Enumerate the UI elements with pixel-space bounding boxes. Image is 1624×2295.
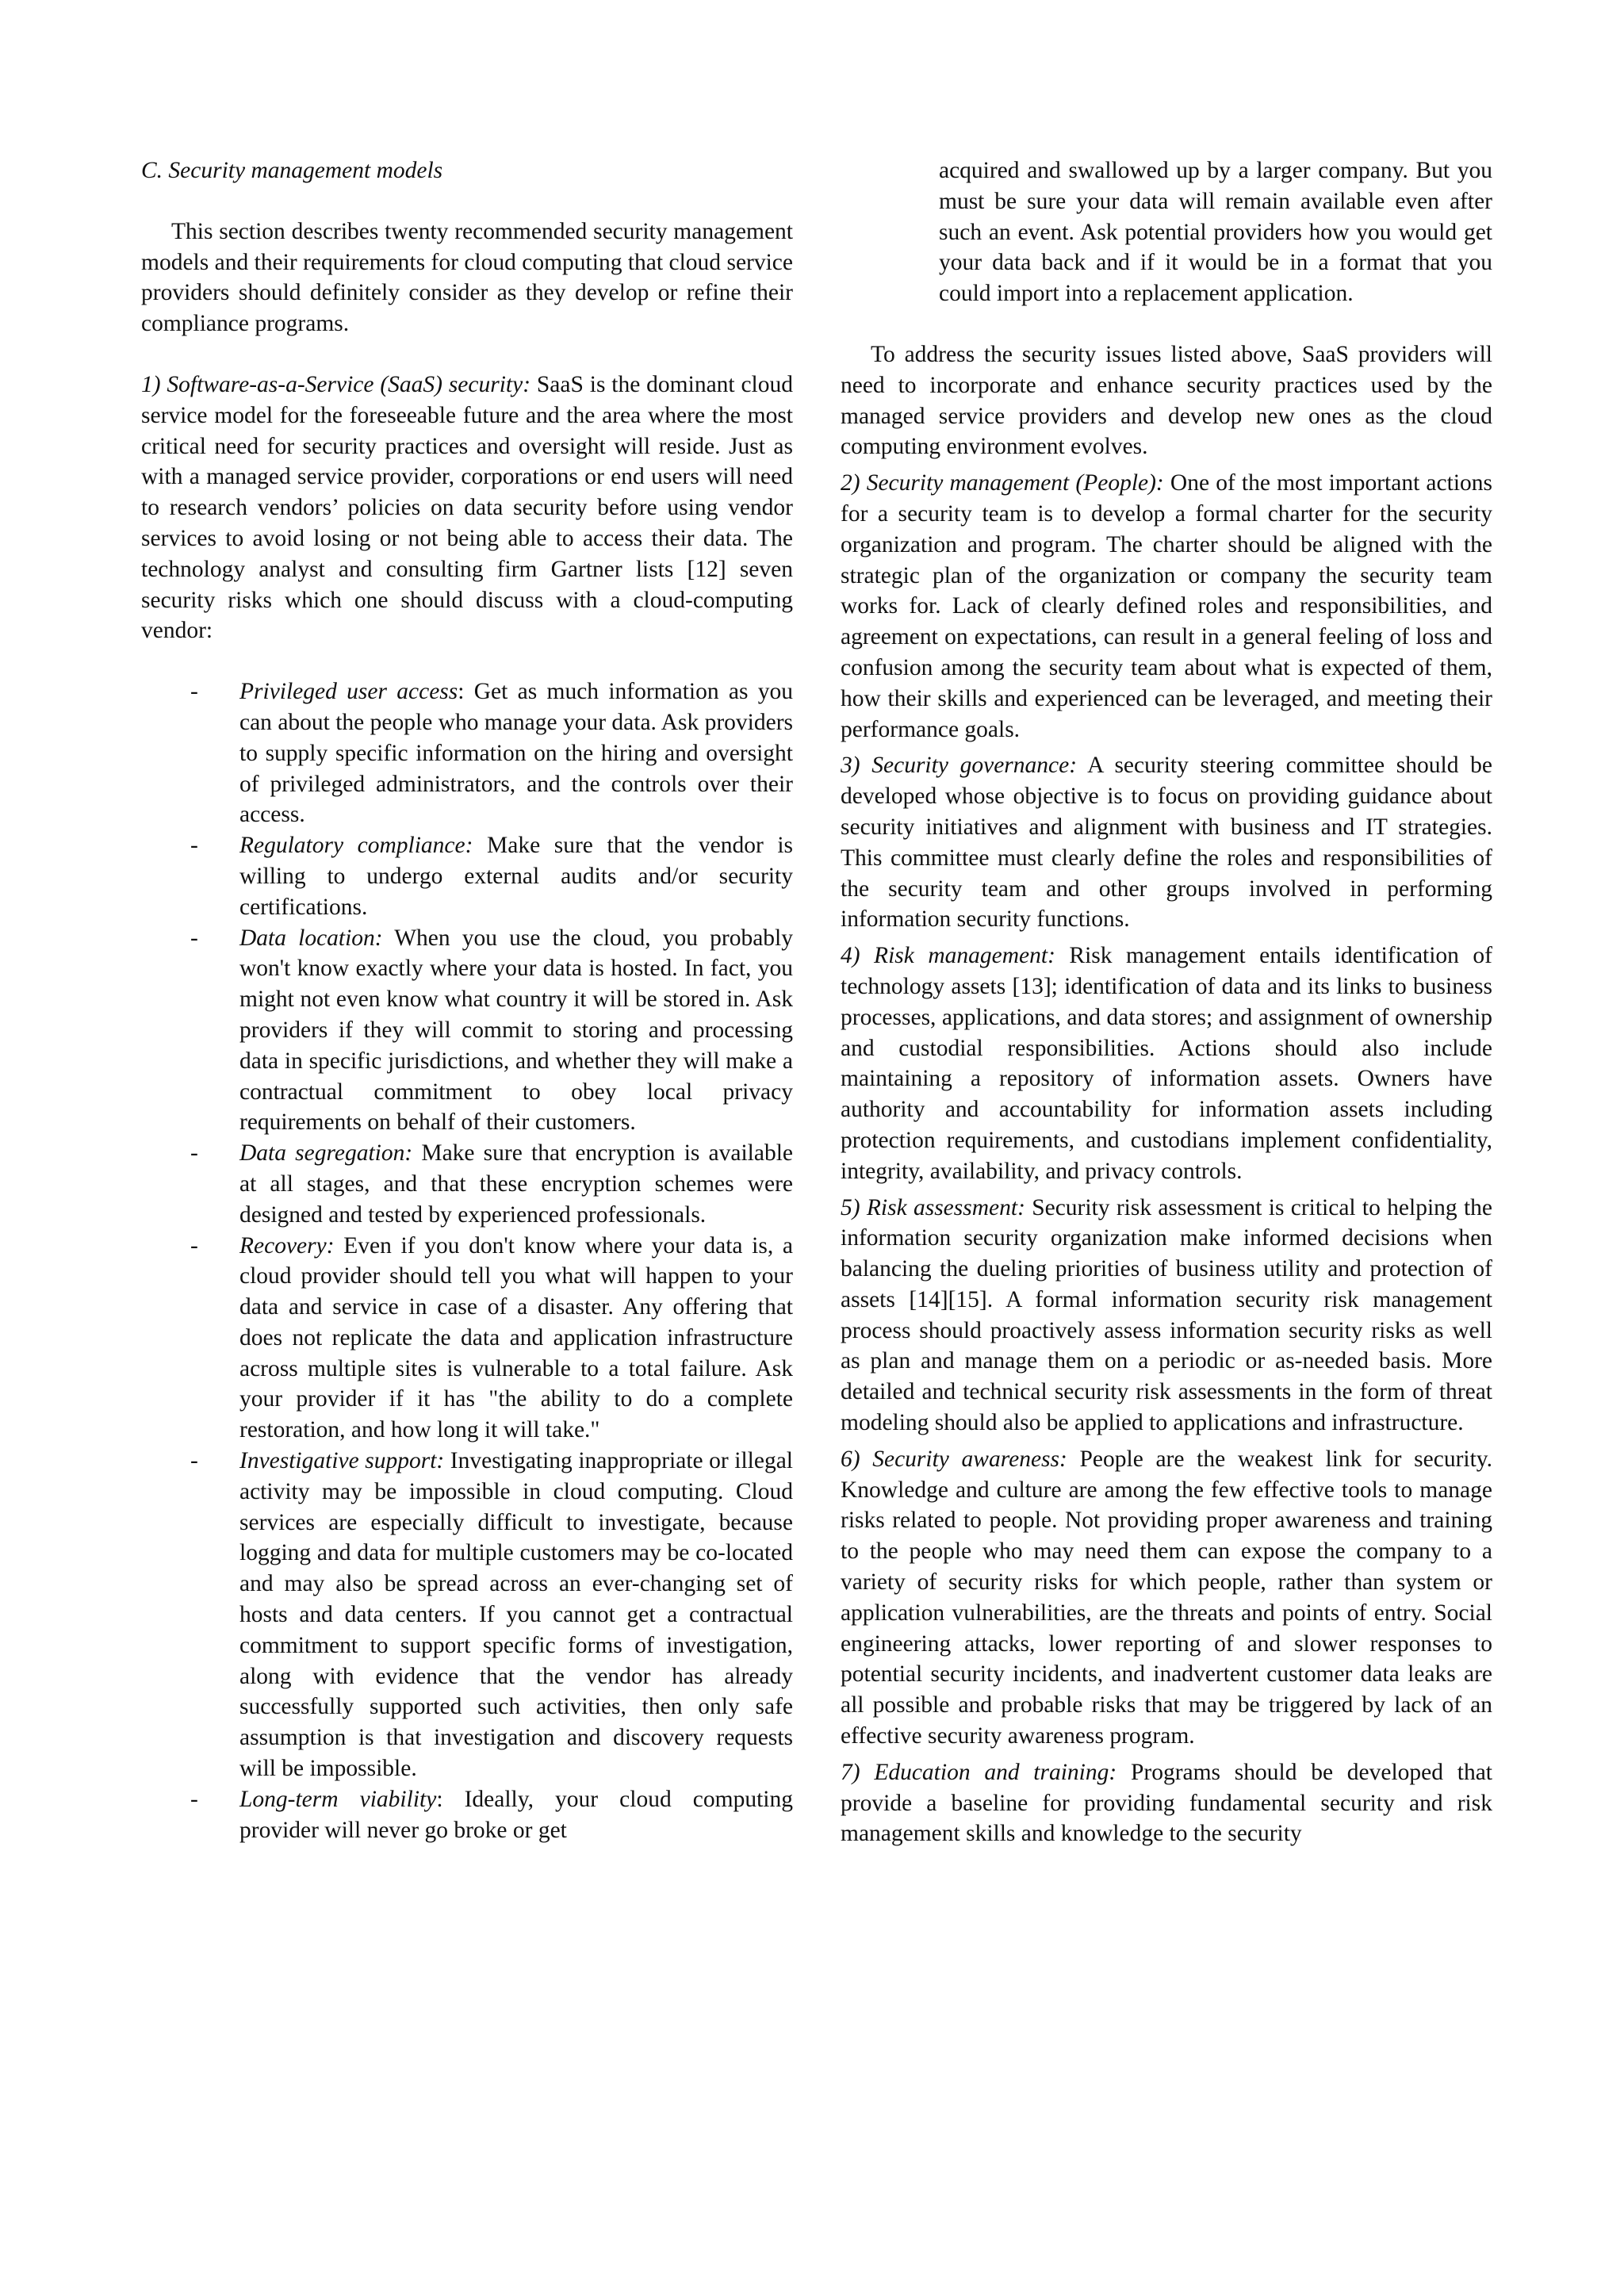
list-item-body: Investigating inappropriate or illegal activity may be impossible in cloud computing. Cloud services are especially difficult to investigate, because logging and data for multiple customers may be co-located and may also be spread across an ever-changing set of hosts and data centers. If you cannot get a contractual commitment to support specific forms of investigation, along with evidence that the vendor has already successfully supported such activities, then only safe assumption is that investigation and discovery requests will be impossible. <box>239 1448 793 1782</box>
list-item <box>141 923 793 1139</box>
list-item-body: Make sure that encryption is available at all stages, and that these encryption schemes were designed and tested by experienced professionals. <box>239 1140 794 1228</box>
address-paragraph: To address the security issues listed above, SaaS providers will need to incorporate and enhance security practices used by the managed service providers and develop new ones as the cloud computing environment evolves. <box>841 341 1492 460</box>
list-item-body: Ideally, your cloud computing provider will never go broke or get <box>239 1786 793 1843</box>
saas-paragraph <box>141 370 793 646</box>
section-title: 6) Security awareness: <box>841 1446 1067 1472</box>
list-dash: - <box>190 1232 198 1259</box>
list-item-title: Data segregation: <box>239 1140 413 1167</box>
section-title: 7) Education and training: <box>841 1759 1117 1785</box>
right-column <box>841 155 1492 1849</box>
section-security-governance <box>841 750 1492 935</box>
list-dash: - <box>190 833 198 859</box>
list-item-body: When you use the cloud, you probably won't know exactly where your data is hosted. In fact, you might not even know what country it will be stored in. Ask providers if they will commit to storing and processing data in specific jurisdictions, and whether they will make a contractual commitment to obey local privacy requirements on behalf of their customers. <box>239 925 793 1136</box>
saas-title: 1) Software-as-a-Service (SaaS) security: <box>141 371 531 397</box>
list-dash: - <box>190 925 198 951</box>
section-security-awareness <box>841 1444 1492 1752</box>
section-title: 2) Security management (People): <box>841 470 1164 496</box>
list-item-title: Investigative support: <box>239 1448 445 1474</box>
section-title: 5) Risk assessment: <box>841 1194 1025 1220</box>
section-title: 3) Security governance: <box>841 753 1078 779</box>
section-risk-assessment <box>841 1193 1492 1439</box>
saas-body: SaaS is the dominant cloud service model for the foreseeable future and the area where the most critical need for security practices and oversight will reside. Just as with a managed service provider, corporations or end users will need to research vendors’ policies on data security before using vendor services to avoid losing or not being able to access their data. The technology analyst and consulting firm Gartner lists [12] seven security risks which one should discuss with a cloud-computing vendor: <box>141 371 794 644</box>
list-item-title: Recovery: <box>239 1232 335 1259</box>
section-body: Security risk assessment is critical to helping the information security organization make informed decisions when balancing the dueling priorities of business utility and protection of assets [14][15]. A formal information security risk management process should proactively assess information security risks as well as plan and manage them on a periodic or as-needed basis. More detailed and technical security risk assessments in the form of threat modeling should also be applied to applications and infrastructure. <box>841 1194 1492 1436</box>
list-item-body: Even if you don't know where your data is, a cloud provider should tell you what will happen to your data and service in case of a disaster. Any offering that does not replicate the data and application infrastructure across multiple sites is vulnerable to a total failure. Ask your provider if it has "the ability to do a complete restoration, and how long it will take." <box>239 1232 793 1443</box>
list-dash: - <box>190 1786 198 1812</box>
section-risk-management <box>841 941 1492 1186</box>
list-dash: - <box>190 1448 198 1474</box>
list-item <box>141 830 793 922</box>
list-item-body: Get as much information as you can about the people who manage your data. Ask providers to supply specific information on the hiring and oversight of privileged administrators, and the controls over their access. <box>239 679 794 828</box>
list-item: - Long-term viability: Ideally, your cloud computing provider will never go broke or get <box>141 1784 793 1846</box>
list-item <box>141 1138 793 1230</box>
list-dash: - <box>190 1140 198 1167</box>
list-item: - Privileged user access: Get as much information as you can about the people who manage your data. Ask providers to supply specific information on the hiring and oversight of privileged administrators, and the controls over their access. <box>141 676 793 830</box>
risk-list <box>141 676 793 1845</box>
intro-paragraph: This section describes twenty recommended security management models and their requirements for cloud computing that cloud service providers should definitely consider as they develop or refine their compliance programs. <box>141 218 793 337</box>
list-item-continuation: acquired and swallowed up by a larger company. But you must be sure your data will remain available even after such an event. Ask potential providers how you would get your data back and if it would be in a format that you could import into a replacement application. <box>939 158 1492 307</box>
section-education-training <box>841 1757 1492 1849</box>
list-item <box>141 1231 793 1446</box>
section-body: One of the most important actions for a security team is to develop a formal charter for the security organization and program. The charter should be aligned with the strategic plan of the organization or company the security team works for. Lack of clearly defined roles and responsibilities, and agreement on expectations, can result in a general feeling of loss and confusion among the security team about what is expected of them, how their skills and experienced can be leveraged, and meeting their performance goals. <box>841 470 1492 742</box>
list-item-title: Regulatory compliance: <box>239 833 473 859</box>
section-title: 4) Risk management: <box>841 943 1055 969</box>
list-dash: - <box>190 679 198 705</box>
section-body: Risk management entails identification of technology assets [13]; identification of data and its links to business processes, applications, and data stores; and assignment of ownership and custodial responsibilities. Actions should also include maintaining a repository of information assets. Owners have authority and accountability for information assets including protection requirements, and custodians implement confidentiality, integrity, availability, and privacy controls. <box>841 943 1492 1184</box>
list-item-title: Data location: <box>239 925 383 951</box>
list-item-title: Privileged user access <box>239 679 458 705</box>
section-body: People are the weakest link for security. Knowledge and culture are among the few effective tools to manage risks related to people. Not providing proper awareness and training to the people who may need them can expose the company to a variety of security risks for which people, rather than system or application vulnerabilities, are the threats and points of entry. Social engineering attacks, lower reporting of and slower responses to potential security incidents, and inadvertent customer data leaks are all possible and probable risks that may be triggered by lack of an effective security awareness program. <box>841 1446 1492 1749</box>
section-heading: C. Security management models <box>141 158 443 183</box>
list-item <box>141 1446 793 1784</box>
list-item-title: Long-term viability <box>239 1786 437 1812</box>
section-security-management <box>841 468 1492 745</box>
section-body: Programs should be developed that provide a baseline for providing fundamental security and risk management skills and knowledge to the security <box>841 1759 1492 1847</box>
list-item-body: Make sure that the vendor is willing to undergo external audits and/or security certifications. <box>239 833 794 920</box>
section-body: A security steering committee should be developed whose objective is to focus on providing guidance about security initiatives and alignment with business and IT strategies. This committee must clearly define the roles and responsibilities of the security team and other groups involved in performing information security functions. <box>841 753 1492 933</box>
left-column <box>141 155 793 1845</box>
